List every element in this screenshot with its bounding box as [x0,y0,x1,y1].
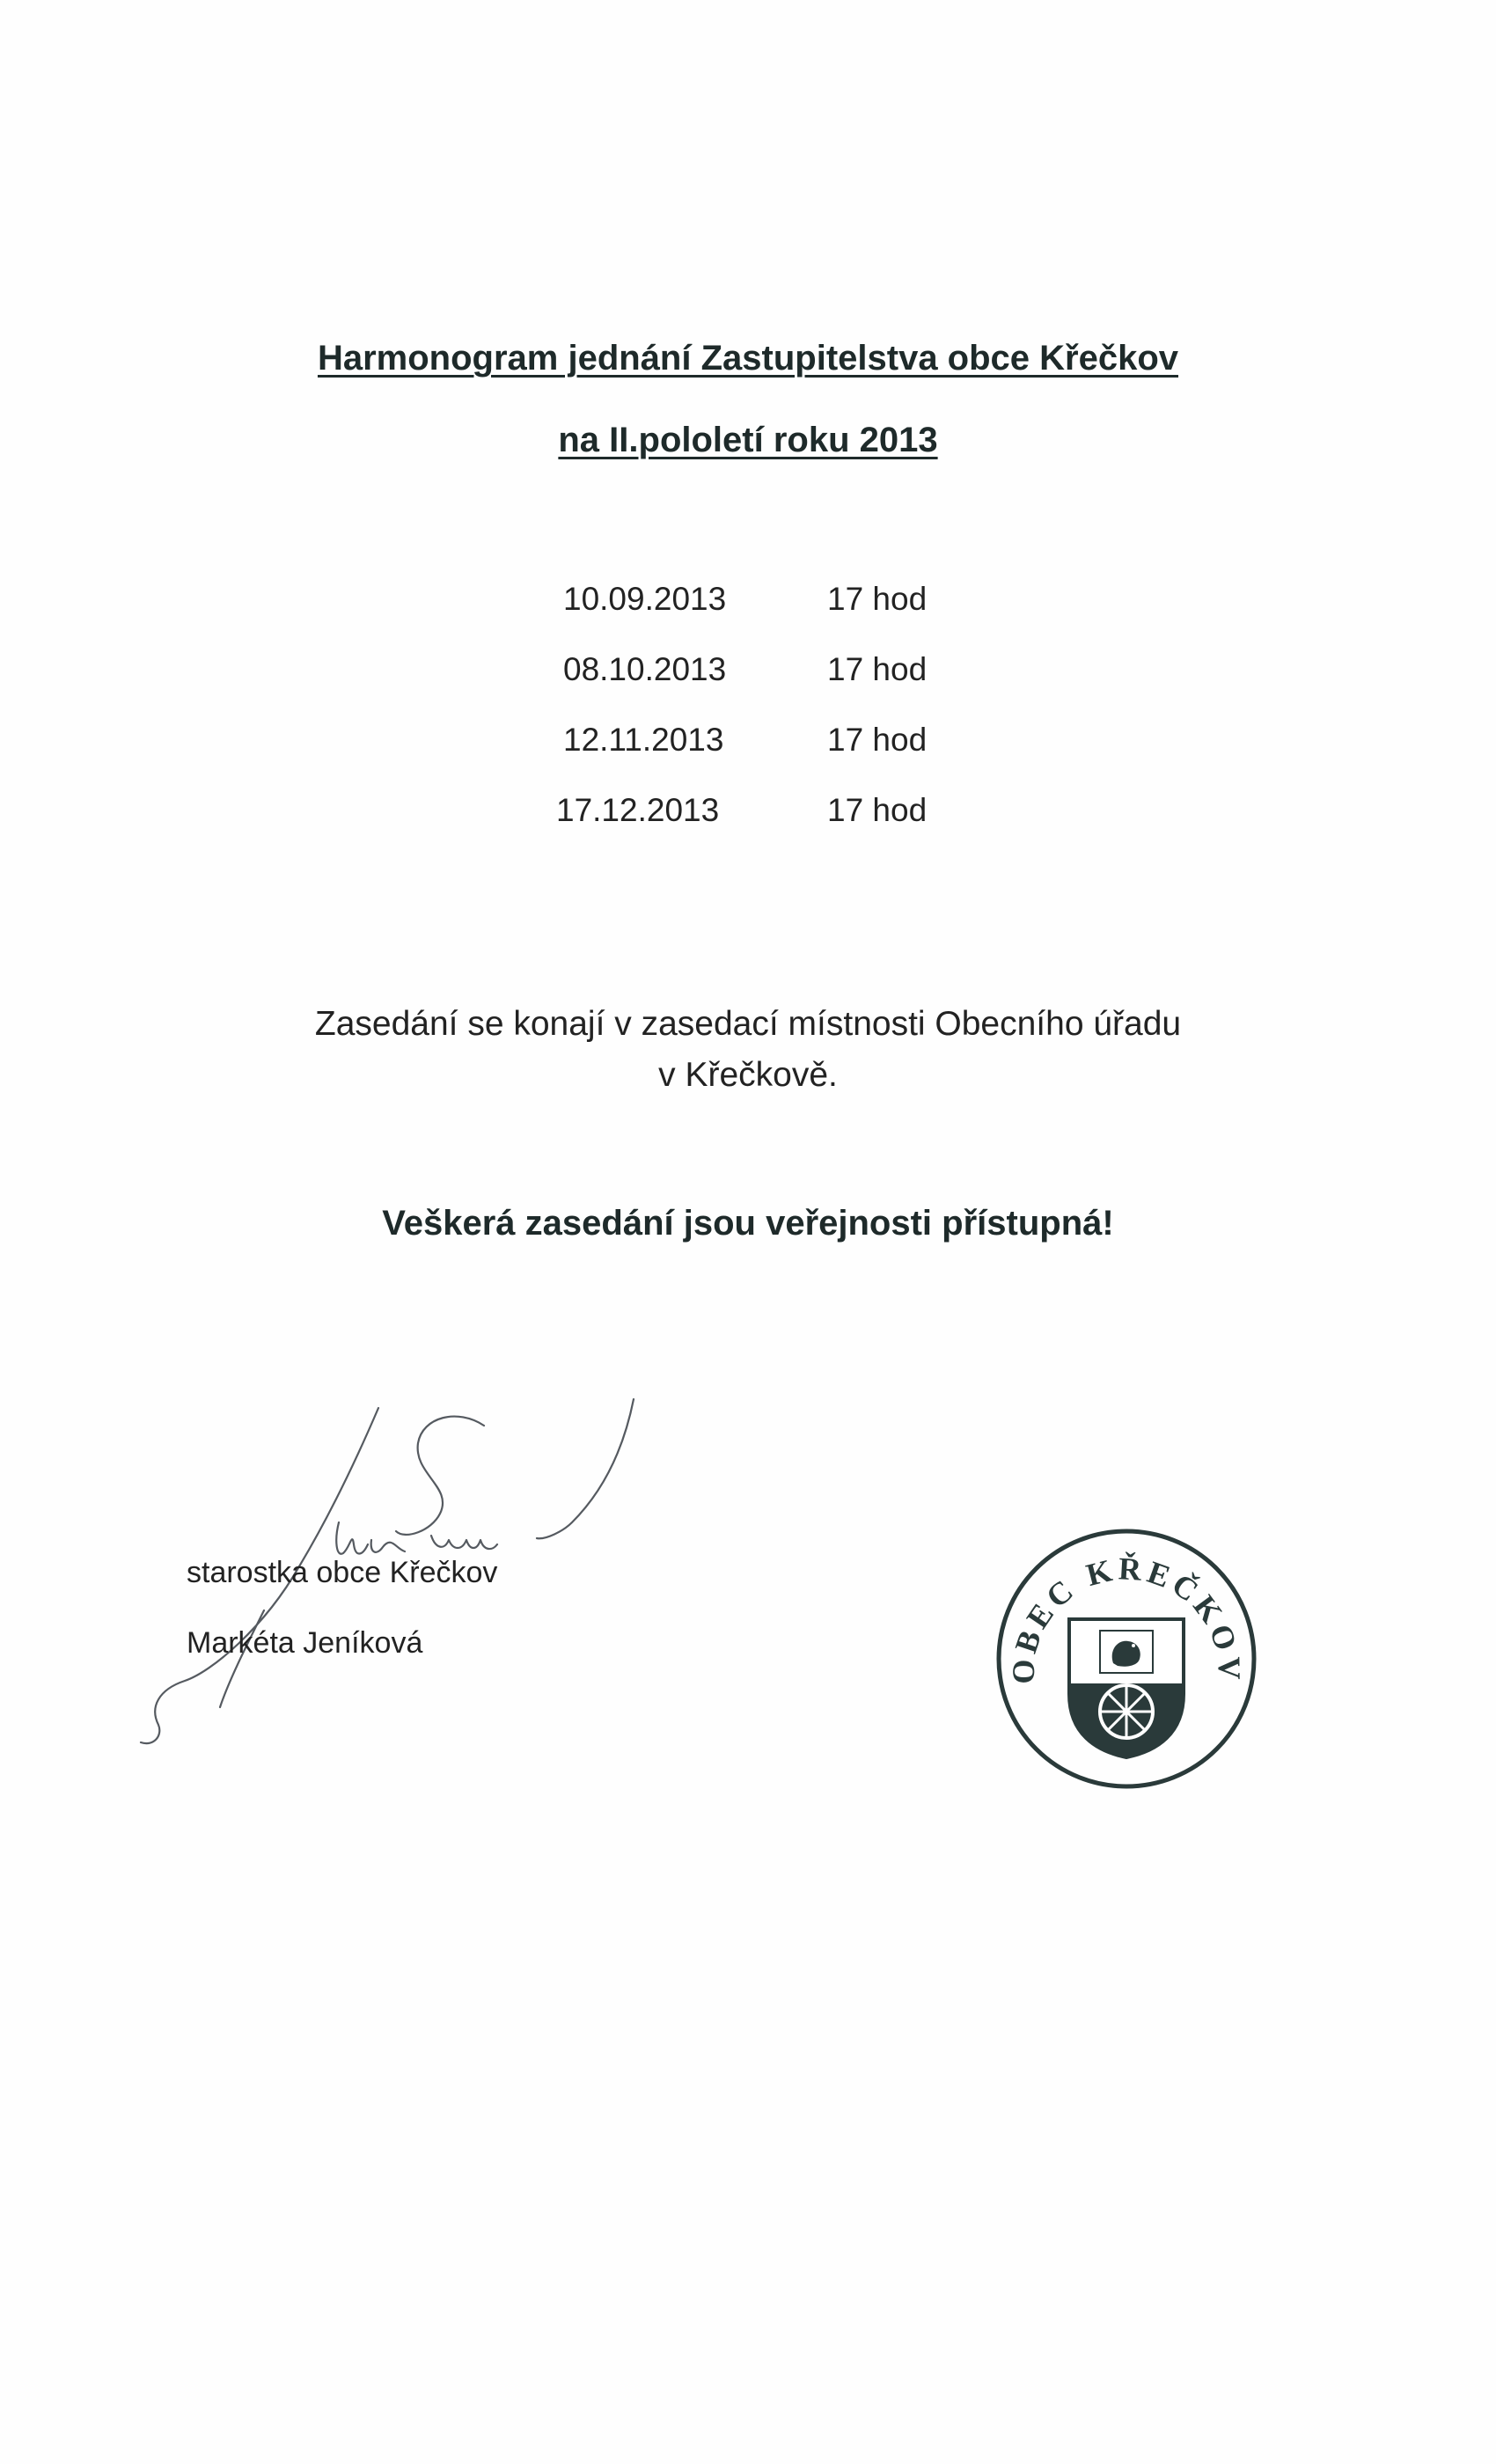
meeting-schedule [546,581,986,862]
meeting-date: 08.10.2013 [563,651,727,687]
schedule-row [546,722,986,792]
meeting-time: 17 hod [827,581,928,617]
meeting-date: 12.11.2013 [563,722,724,758]
document-title: Harmonogram jednání Zastupitelstva obce Křečkov [317,339,1179,378]
signatory-role: starostka obce Křečkov [187,1556,498,1589]
public-access-note: Veškerá zasedání jsou veřejnosti přístupná! [382,1204,1114,1243]
meeting-time: 17 hod [827,722,928,758]
municipal-stamp-seal [986,1518,1267,1800]
signatory-name: Markéta Jeníková [187,1626,423,1660]
location-line: Zasedání se konají v zasedací místnosti Obecního úřadu [314,1005,1182,1043]
svg-text:OBEC KŘEČKOV: OBEC KŘEČKOV [1005,1551,1248,1685]
coat-of-arms-icon [1069,1619,1184,1757]
schedule-row [546,581,986,651]
schedule-row [546,792,986,862]
meeting-time: 17 hod [827,651,928,687]
schedule-row [546,651,986,722]
meeting-location [0,999,1496,1101]
meeting-time: 17 hod [827,792,928,828]
meeting-date: 10.09.2013 [563,581,727,617]
document-subtitle: na II.pololetí roku 2013 [558,421,938,459]
meeting-date: 17.12.2013 [556,792,720,828]
location-line: v Křečkově. [658,1056,838,1094]
